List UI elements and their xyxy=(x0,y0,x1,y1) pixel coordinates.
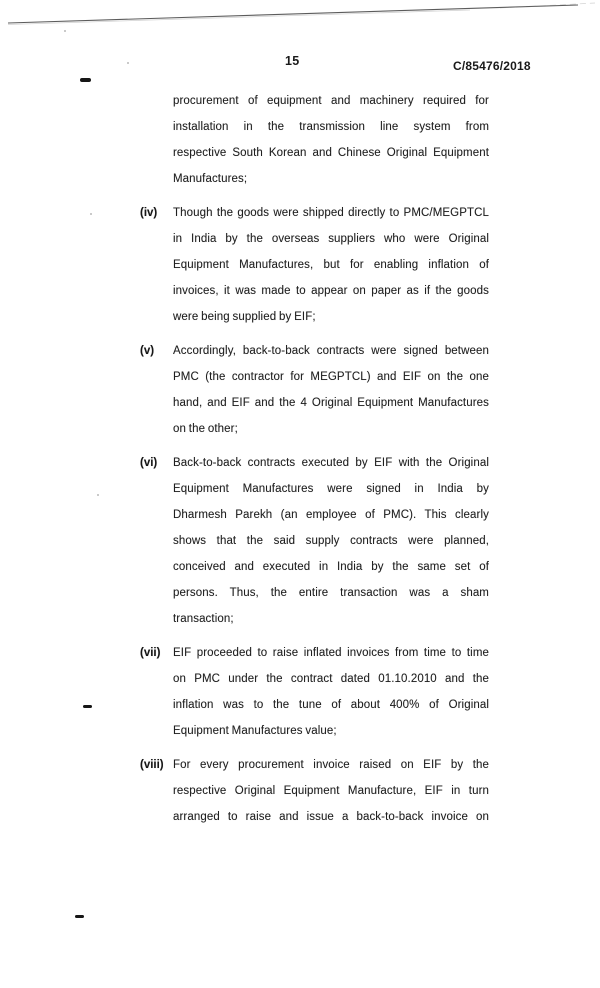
text-line: respective South Korean and Chinese Original Equipment xyxy=(173,147,489,159)
text-line: Dharmesh Parekh (an employee of PMC). This clearly xyxy=(173,509,489,521)
text-line: Though the goods were shipped directly to PMC/MEGPTCL xyxy=(173,207,489,219)
text-line: arranged to raise and issue a back-to-back invoice on xyxy=(173,811,489,823)
document-paragraph xyxy=(140,88,492,192)
text-line: Back-to-back contracts executed by EIF with the Original xyxy=(173,457,489,469)
paragraph-text xyxy=(173,338,489,442)
text-line: PMC (the contractor for MEGPTCL) and EIF on the one xyxy=(173,371,489,383)
paragraph-text xyxy=(173,88,489,192)
paragraph-label xyxy=(140,88,173,192)
text-line: For every procurement invoice raised on EIF by the xyxy=(173,759,489,771)
paragraph-text xyxy=(173,640,489,744)
margin-dash-mark xyxy=(75,915,84,918)
page-number: 15 xyxy=(285,54,300,68)
document-paragraph xyxy=(140,640,492,744)
paragraph-text xyxy=(173,752,489,830)
text-line: in India by the overseas suppliers who were Original xyxy=(173,233,489,245)
document-paragraph xyxy=(140,338,492,442)
text-line: EIF proceeded to raise inflated invoices from time to time xyxy=(173,647,489,659)
text-line: inflation was to the tune of about 400% of Original xyxy=(173,699,489,711)
paragraph-label: (vi) xyxy=(140,457,158,469)
paragraph-text xyxy=(173,450,489,632)
scan-speck xyxy=(90,213,92,215)
document-paragraph xyxy=(140,200,492,330)
document-body xyxy=(140,88,492,838)
scan-speck xyxy=(97,494,99,496)
text-line: shows that the said supply contracts were planned, xyxy=(173,535,489,547)
text-line: Manufactures; xyxy=(173,173,248,185)
case-reference-number: C/85476/2018 xyxy=(453,59,531,73)
text-line: conceived and executed in India by the same set of xyxy=(173,561,489,573)
text-line: Equipment Manufactures value; xyxy=(173,725,337,737)
paragraph-text xyxy=(173,200,489,330)
scan-speck xyxy=(127,62,129,64)
text-line: were being supplied by EIF; xyxy=(173,311,316,323)
text-line: procurement of equipment and machinery required for xyxy=(173,95,489,107)
paragraph-label: (v) xyxy=(140,345,155,357)
text-line: on the other; xyxy=(173,423,238,435)
margin-dash-mark xyxy=(83,705,92,708)
text-line: transaction; xyxy=(173,613,234,625)
text-line: invoices, it was made to appear on paper as if the goods xyxy=(173,285,489,297)
paragraph-label: (vii) xyxy=(140,647,161,659)
text-line: persons. Thus, the entire transaction was a sham xyxy=(173,587,489,599)
scan-artifact-top-line xyxy=(0,0,600,32)
text-line: respective Original Equipment Manufacture, EIF in turn xyxy=(173,785,489,797)
scan-speck xyxy=(64,30,66,32)
text-line: Accordingly, back-to-back contracts were signed between xyxy=(173,345,489,357)
text-line: hand, and EIF and the 4 Original Equipment Manufactures xyxy=(173,397,489,409)
text-line: Equipment Manufactures were signed in India by xyxy=(173,483,489,495)
document-paragraph xyxy=(140,450,492,632)
paragraph-label: (viii) xyxy=(140,759,164,771)
paragraph-label: (iv) xyxy=(140,207,158,219)
margin-dash-mark xyxy=(80,78,91,82)
text-line: on PMC under the contract dated 01.10.2010 and the xyxy=(173,673,489,685)
text-line: Equipment Manufactures, but for enabling inflation of xyxy=(173,259,489,271)
text-line: installation in the transmission line system from xyxy=(173,121,489,133)
document-paragraph xyxy=(140,752,492,830)
